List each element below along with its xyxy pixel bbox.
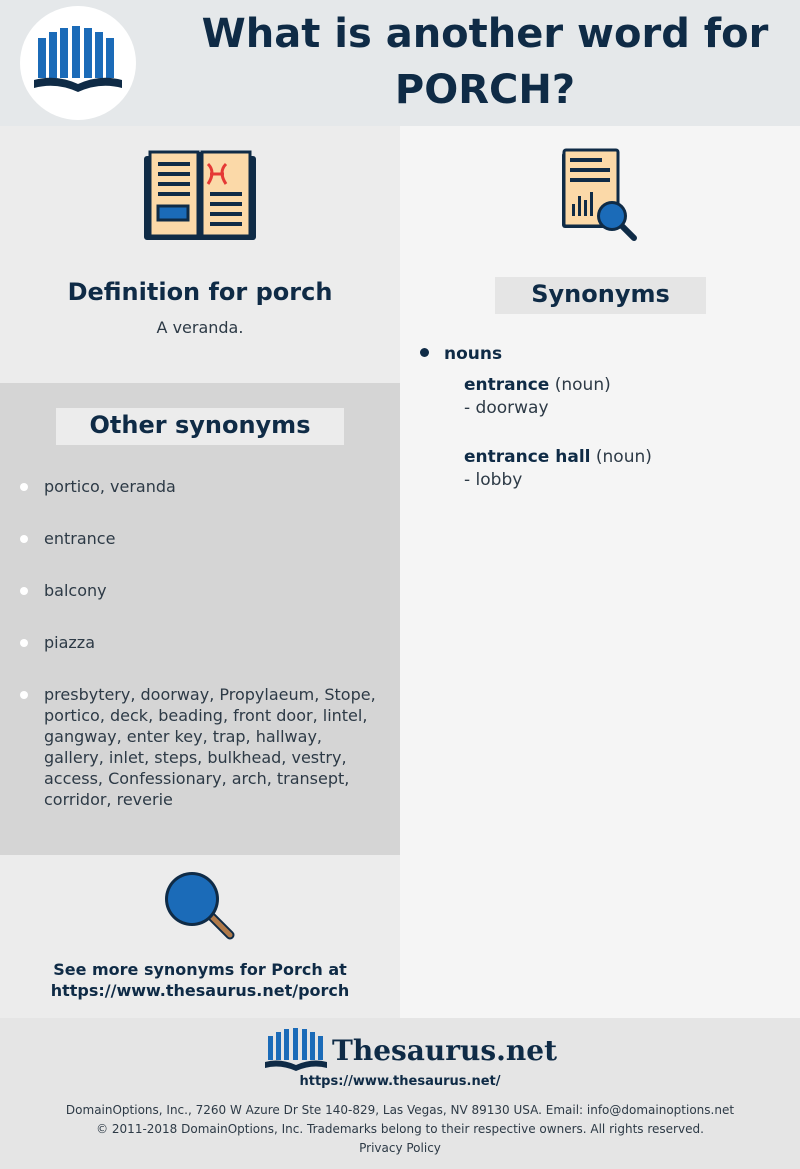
bullet-icon xyxy=(20,639,28,647)
book-logo-icon xyxy=(264,1028,328,1072)
open-book-icon xyxy=(140,150,260,246)
other-synonyms-panel xyxy=(0,383,400,855)
bullet-icon xyxy=(20,587,28,595)
other-synonyms-title: Other synonyms xyxy=(89,411,311,439)
synonym-sub-entry xyxy=(464,398,549,418)
footer-url-link[interactable]: https://www.thesaurus.net/ xyxy=(299,1074,501,1089)
report-search-icon xyxy=(558,148,642,244)
synonym-entry[interactable] xyxy=(464,375,611,395)
synonym-sub-word[interactable]: doorway xyxy=(475,398,549,418)
bullet-icon xyxy=(20,483,28,491)
footer-brand[interactable]: Thesaurus.net xyxy=(332,1034,557,1067)
synonyms-title: Synonyms xyxy=(531,280,670,308)
synonym-type: (noun) xyxy=(595,447,652,467)
synonym-type: (noun) xyxy=(554,375,611,395)
definition-panel xyxy=(0,126,400,383)
site-logo[interactable] xyxy=(20,6,136,120)
header xyxy=(0,0,800,126)
dash-glyph: - xyxy=(464,398,476,418)
synonym-sub-word[interactable]: lobby xyxy=(475,470,523,490)
see-more-line1[interactable]: See more synonyms for Porch at xyxy=(53,960,347,979)
see-more-panel xyxy=(0,855,400,1018)
synonym-group[interactable]: entrance xyxy=(44,529,116,548)
bullet-icon xyxy=(420,348,429,357)
list-item[interactable] xyxy=(44,684,379,810)
page-title-line2: PORCH? xyxy=(394,67,576,113)
list-item[interactable] xyxy=(44,580,379,601)
bullet-icon xyxy=(20,535,28,543)
part-of-speech-label: nouns xyxy=(444,344,503,364)
list-item[interactable] xyxy=(44,476,379,497)
magnifier-icon xyxy=(162,871,238,943)
bullet-icon xyxy=(20,691,28,699)
synonym-sub-entry xyxy=(464,470,522,490)
privacy-policy-link[interactable]: Privacy Policy xyxy=(359,1141,441,1155)
synonym-group[interactable]: piazza xyxy=(44,633,96,652)
footer xyxy=(0,1018,800,1169)
page-title xyxy=(190,6,780,118)
synonym-entry[interactable] xyxy=(464,447,652,467)
list-item[interactable] xyxy=(44,632,379,653)
synonym-word[interactable]: entrance hall xyxy=(464,447,591,467)
synonym-group[interactable]: portico, veranda xyxy=(44,477,176,496)
right-column xyxy=(400,126,800,1018)
book-logo-icon xyxy=(32,26,124,100)
definition-title: Definition for porch xyxy=(67,278,333,306)
synonym-word[interactable]: entrance xyxy=(464,375,550,395)
list-item[interactable] xyxy=(44,528,379,549)
see-more-url[interactable]: https://www.thesaurus.net/porch xyxy=(50,981,350,1000)
footer-copyright: © 2011-2018 DomainOptions, Inc. Trademarks belong to their respective owners. All rights reserved. xyxy=(96,1122,704,1136)
definition-text: A veranda. xyxy=(156,318,244,337)
see-more-link[interactable] xyxy=(0,959,400,1001)
synonym-group[interactable]: presbytery, doorway, Propylaeum, Stope, portico, deck, beading, front door, lintel, gangway, enter key, trap, hallway, gallery, inlet, steps, bulkhead, vestry, access, Confessionary, arch, transept, corridor, reverie xyxy=(44,685,376,809)
footer-address: DomainOptions, Inc., 7260 W Azure Dr Ste 140-829, Las Vegas, NV 89130 USA. Email: info@domainoptions.net xyxy=(65,1103,735,1117)
page-title-line1: What is another word for xyxy=(201,11,769,57)
left-column xyxy=(0,126,400,1018)
synonym-group[interactable]: balcony xyxy=(44,581,107,600)
dash-glyph: - xyxy=(464,470,476,490)
